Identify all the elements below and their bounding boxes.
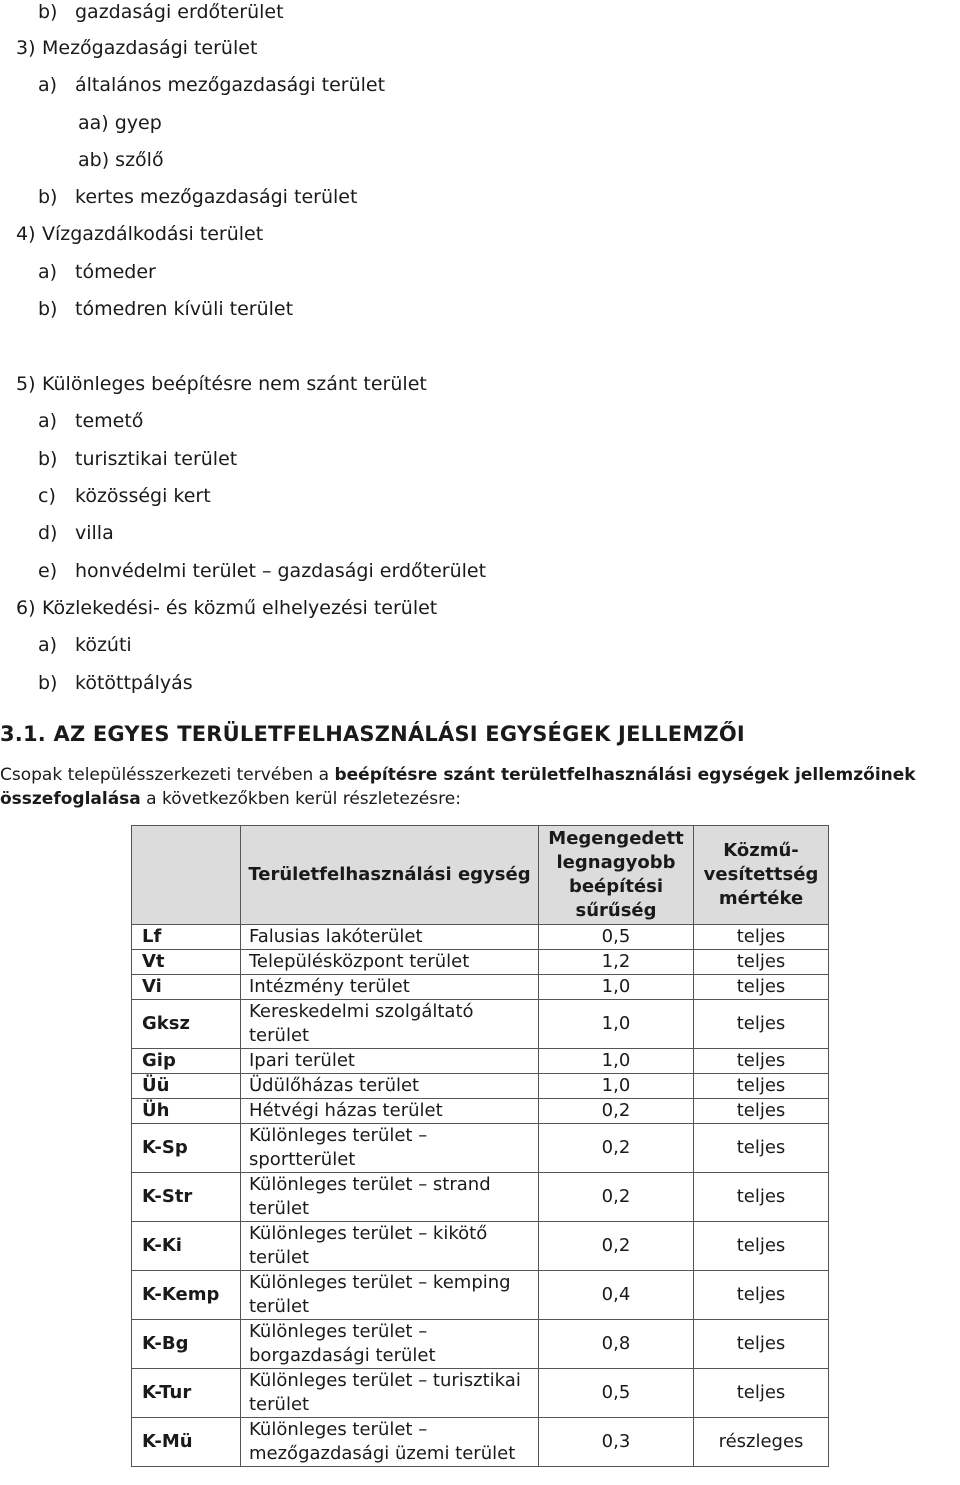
list-item: b) kötöttpályás — [38, 672, 193, 694]
unit-utility: teljes — [694, 1074, 829, 1099]
unit-density: 0,5 — [539, 1369, 694, 1418]
unit-utility: teljes — [694, 1173, 829, 1222]
table-row — [132, 975, 829, 1000]
unit-code: K-Mü — [132, 1418, 241, 1467]
table-row — [132, 1099, 829, 1124]
unit-density: 0,2 — [539, 1222, 694, 1271]
list-item: aa) gyep — [78, 112, 162, 134]
list-item: ab) szőlő — [78, 149, 164, 171]
table-row — [132, 1222, 829, 1271]
unit-code: K-Kemp — [132, 1271, 241, 1320]
unit-utility: teljes — [694, 1222, 829, 1271]
unit-utility: teljes — [694, 1320, 829, 1369]
list-item: 6) Közlekedési- és közmű elhelyezési terület — [16, 597, 438, 619]
table-row — [132, 1124, 829, 1173]
unit-density: 1,0 — [539, 975, 694, 1000]
unit-name: Különleges terület – strand terület — [241, 1173, 539, 1222]
unit-utility: teljes — [694, 1000, 829, 1049]
table-row — [132, 1369, 829, 1418]
unit-utility: teljes — [694, 1049, 829, 1074]
unit-name: Településközpont terület — [241, 950, 539, 975]
unit-utility: teljes — [694, 950, 829, 975]
unit-name: Hétvégi házas terület — [241, 1099, 539, 1124]
table-row — [132, 1049, 829, 1074]
unit-name: Különleges terület – mezőgazdasági üzemi terület — [241, 1418, 539, 1467]
unit-density: 1,0 — [539, 1049, 694, 1074]
header-utility: Közmű-vesítettség mértéke — [694, 826, 829, 925]
list-item: a) közúti — [38, 634, 132, 656]
table-row — [132, 1418, 829, 1467]
list-item: e) honvédelmi terület – gazdasági erdőterület — [38, 560, 487, 582]
unit-utility: teljes — [694, 975, 829, 1000]
list-item: 5) Különleges beépítésre nem szánt terület — [16, 373, 427, 395]
list-item: d) villa — [38, 522, 114, 544]
unit-utility: teljes — [694, 1124, 829, 1173]
unit-density: 0,2 — [539, 1099, 694, 1124]
unit-utility: teljes — [694, 1369, 829, 1418]
list-item: 4) Vízgazdálkodási terület — [16, 223, 264, 245]
table-row — [132, 925, 829, 950]
unit-density: 0,3 — [539, 1418, 694, 1467]
unit-density: 0,4 — [539, 1271, 694, 1320]
unit-utility: részleges — [694, 1418, 829, 1467]
table-row — [132, 950, 829, 975]
unit-name: Intézmény terület — [241, 975, 539, 1000]
table-row — [132, 1173, 829, 1222]
unit-code: K-Tur — [132, 1369, 241, 1418]
unit-utility: teljes — [694, 925, 829, 950]
unit-density: 0,2 — [539, 1124, 694, 1173]
list-item: 3) Mezőgazdasági terület — [16, 37, 258, 59]
unit-name: Kereskedelmi szolgáltató terület — [241, 1000, 539, 1049]
header-code-cell — [132, 826, 241, 925]
unit-code: Gksz — [132, 1000, 241, 1049]
unit-name: Különleges terület – sportterület — [241, 1124, 539, 1173]
header-density: Megengedett legnagyobb beépítési sűrűség — [539, 826, 694, 925]
unit-density: 0,5 — [539, 925, 694, 950]
unit-code: K-Str — [132, 1173, 241, 1222]
unit-code: Vt — [132, 950, 241, 975]
unit-density: 0,2 — [539, 1173, 694, 1222]
unit-code: Üü — [132, 1074, 241, 1099]
unit-code: K-Ki — [132, 1222, 241, 1271]
list-item: a) temető — [38, 410, 144, 432]
unit-utility: teljes — [694, 1271, 829, 1320]
list-item: a) általános mezőgazdasági terület — [38, 74, 386, 96]
list-item: b) kertes mezőgazdasági terület — [38, 186, 358, 208]
unit-name: Ipari terület — [241, 1049, 539, 1074]
unit-density: 1,0 — [539, 1000, 694, 1049]
unit-code: K-Bg — [132, 1320, 241, 1369]
list-item: b) turisztikai terület — [38, 448, 238, 470]
list-item: b) tómedren kívüli terület — [38, 298, 294, 320]
table-row — [132, 1320, 829, 1369]
table-header-row — [132, 826, 829, 925]
unit-name: Falusias lakóterület — [241, 925, 539, 950]
section-heading: 3.1. AZ EGYES TERÜLETFELHASZNÁLÁSI EGYSÉGEK JELLEMZŐI — [0, 722, 745, 746]
table-row — [132, 1000, 829, 1049]
list-item: a) tómeder — [38, 261, 156, 283]
unit-code: Vi — [132, 975, 241, 1000]
unit-density: 1,0 — [539, 1074, 694, 1099]
table-row — [132, 1074, 829, 1099]
table-row — [132, 1271, 829, 1320]
unit-name: Különleges terület – turisztikai terület — [241, 1369, 539, 1418]
unit-density: 0,8 — [539, 1320, 694, 1369]
unit-name: Különleges terület – kikötő terület — [241, 1222, 539, 1271]
header-unit: Területfelhasználási egység — [241, 826, 539, 925]
unit-name: Üdülőházas terület — [241, 1074, 539, 1099]
unit-code: Gip — [132, 1049, 241, 1074]
unit-code: Üh — [132, 1099, 241, 1124]
unit-code: Lf — [132, 925, 241, 950]
unit-code: K-Sp — [132, 1124, 241, 1173]
list-item: b) gazdasági erdőterület — [38, 1, 284, 23]
intro-paragraph: Csopak településszerkezeti tervében a beépítésre szánt területfelhasználási egységek jellemzőinek összefoglalása a következőkben kerül részletezésre: — [0, 765, 916, 809]
unit-utility: teljes — [694, 1099, 829, 1124]
unit-name: Különleges terület – kemping terület — [241, 1271, 539, 1320]
table-body — [132, 925, 829, 1467]
unit-name: Különleges terület – borgazdasági terület — [241, 1320, 539, 1369]
unit-density: 1,2 — [539, 950, 694, 975]
list-item: c) közösségi kert — [38, 485, 211, 507]
land-use-units-table — [131, 825, 829, 1467]
